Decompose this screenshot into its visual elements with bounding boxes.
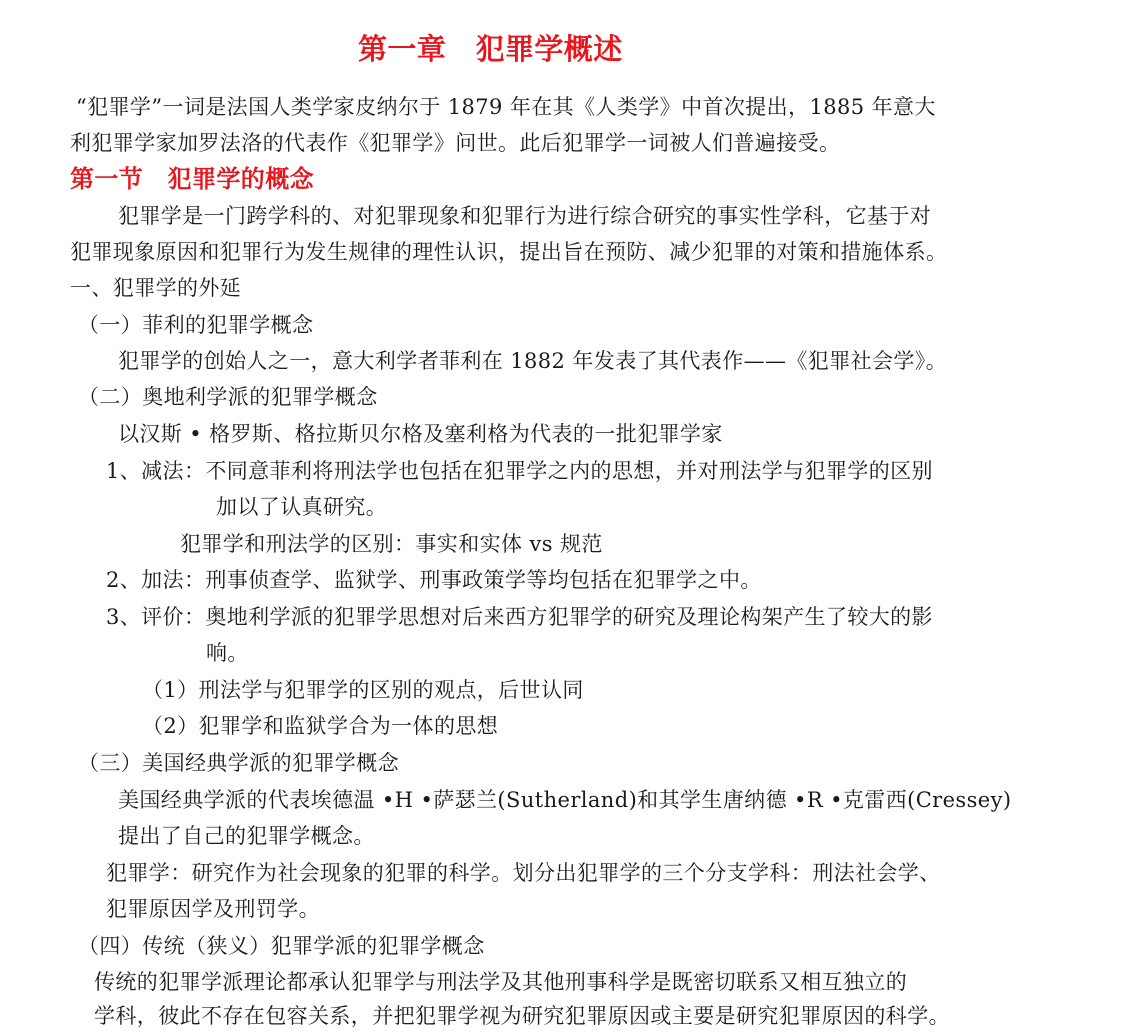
austrian-point-1-cont: 加以了认真研究。 <box>216 495 388 519</box>
austrian-heading: （二）奥地利学派的犯罪学概念 <box>78 385 378 409</box>
austrian-point-3-cont: 响。 <box>206 641 249 665</box>
austrian-point-3: 3、评价：奥地利学派的犯罪学思想对后来西方犯罪学的研究及理论构架产生了较大的影 <box>106 605 933 629</box>
intro-line-2: 利犯罪学家加罗法洛的代表作《犯罪学》问世。此后犯罪学一词被人们普遍接受。 <box>70 131 841 155</box>
austrian-sub-1: （1）刑法学与犯罪学的区别的观点，后世认同 <box>142 678 584 702</box>
austrian-distinction: 犯罪学和刑法学的区别：事实和实体 vs 规范 <box>180 532 603 556</box>
ferri-text: 犯罪学的创始人之一，意大利学者菲利在 1882 年发表了其代表作——《犯罪社会学》。 <box>118 349 948 373</box>
american-definition-1: 犯罪学：研究作为社会现象的犯罪的科学。划分出犯罪学的三个分支学科：刑法社会学、 <box>106 861 941 885</box>
traditional-heading: （四）传统（狭义）犯罪学派的犯罪学概念 <box>78 934 485 958</box>
chapter-title: 第一章 犯罪学概述 <box>358 32 623 66</box>
traditional-text-1: 传统的犯罪学派理论都承认犯罪学与刑法学及其他刑事科学是既密切联系又相互独立的 <box>94 970 908 994</box>
traditional-text-2: 学科，彼此不存在包容关系，并把犯罪学视为研究犯罪原因或主要是研究犯罪原因的科学。 <box>94 1004 950 1028</box>
american-text-1: 美国经典学派的代表埃德温 •H •萨瑟兰(Sutherland)和其学生唐纳德 •R •克雷西(Cressey) <box>118 788 1012 812</box>
section-title: 第一节 犯罪学的概念 <box>70 165 314 193</box>
austrian-sub-2: （2）犯罪学和监狱学合为一体的思想 <box>142 714 499 738</box>
definition-line-2: 犯罪现象原因和犯罪行为发生规律的理性认识，提出旨在预防、减少犯罪的对策和措施体系。 <box>70 240 948 264</box>
austrian-lead: 以汉斯 • 格罗斯、格拉斯贝尔格及塞利格为代表的一批犯罪学家 <box>118 422 723 446</box>
intro-line-1: “犯罪学”一词是法国人类学家皮纳尔于 1879 年在其《人类学》中首次提出，1885 年意大 <box>76 95 936 119</box>
part-heading: 一、犯罪学的外延 <box>70 276 242 300</box>
american-definition-2: 犯罪原因学及刑罚学。 <box>106 897 320 921</box>
american-heading: （三）美国经典学派的犯罪学概念 <box>78 751 399 775</box>
ferri-heading: （一）菲利的犯罪学概念 <box>78 313 314 337</box>
american-text-2: 提出了自己的犯罪学概念。 <box>118 824 375 848</box>
definition-line-1: 犯罪学是一门跨学科的、对犯罪现象和犯罪行为进行综合研究的事实性学科，它基于对 <box>118 204 932 228</box>
austrian-point-1: 1、减法：不同意菲利将刑法学也包括在犯罪学之内的思想，并对刑法学与犯罪学的区别 <box>106 459 933 483</box>
austrian-point-2: 2、加法：刑事侦查学、监狱学、刑事政策学等均包括在犯罪学之中。 <box>106 568 762 592</box>
